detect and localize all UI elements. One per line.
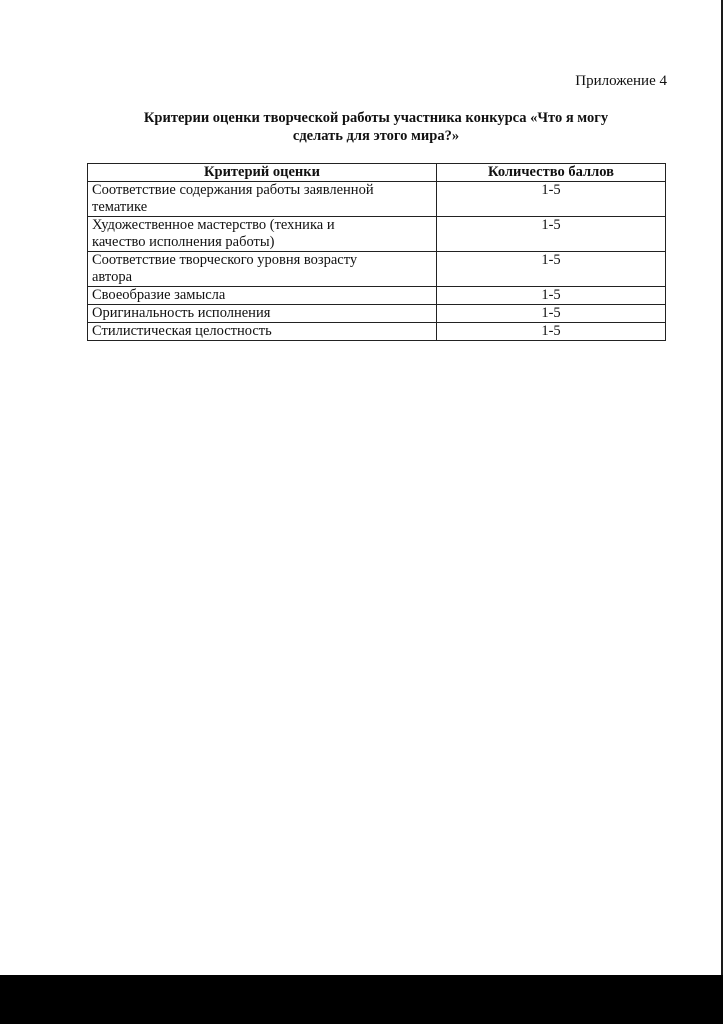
criterion-text: автора [92,269,133,285]
table-row [88,305,666,323]
score-cell: 1-5 [437,252,666,287]
score-cell: 1-5 [437,305,666,323]
criteria-table [87,163,666,341]
scan-bottom-border [0,975,723,1024]
score-cell: 1-5 [437,217,666,252]
title-line-1: Критерии оценки творческой работы участника конкурса «Что я могу [143,110,609,126]
criterion-cell: Оригинальность исполнения [88,305,437,323]
criterion-cell: Стилистическая целостность [88,323,437,341]
criterion-text: Художественное мастерство (техника и [92,217,335,233]
table-row [88,252,666,287]
criterion-text: качество исполнения работы) [92,234,275,250]
table-row [88,217,666,252]
criterion-cell [88,217,437,252]
table-row [88,287,666,305]
appendix-label: Приложение 4 [575,73,667,89]
score-cell: 1-5 [437,287,666,305]
table-row [88,323,666,341]
title-line-2: сделать для этого мира?» [292,128,460,144]
header-criterion: Критерий оценки [88,164,437,182]
criterion-cell [88,252,437,287]
score-cell: 1-5 [437,182,666,217]
criterion-cell [88,182,437,217]
criterion-cell: Своеобразие замысла [88,287,437,305]
header-score: Количество баллов [437,164,666,182]
score-cell: 1-5 [437,323,666,341]
criterion-text: Соответствие творческого уровня возрасту [92,252,358,268]
table-header-row [88,164,666,182]
criterion-text: Соответствие содержания работы заявленной [92,182,374,198]
criterion-text: тематике [92,199,148,215]
document-title [86,109,666,145]
table-row [88,182,666,217]
